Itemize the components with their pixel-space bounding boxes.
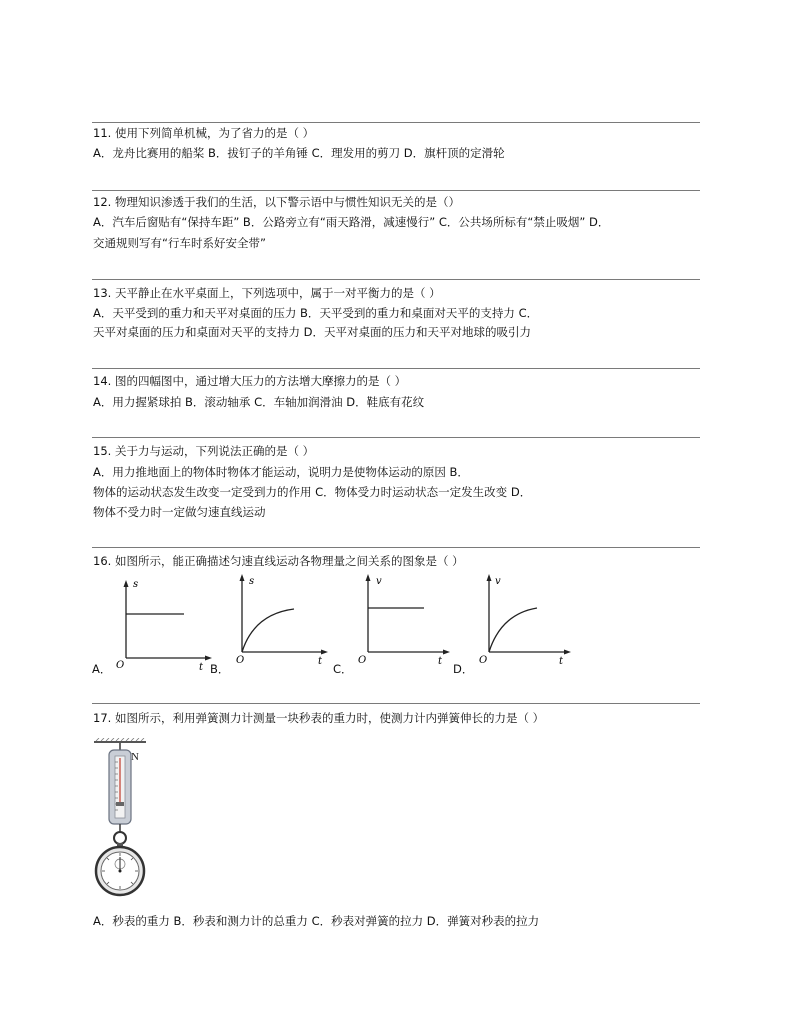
graph-d-y-label: v: [495, 576, 501, 587]
q15-options-line-2: 物体的运动状态发生改变一定受到力的作用 C．物体受力时运动状态一定发生改变 D．: [93, 485, 532, 499]
separator-rule: [92, 279, 700, 280]
graph-b-x-label: t: [318, 656, 323, 664]
graph-d-origin-label: O: [479, 655, 488, 664]
graph-d-label: D．: [453, 662, 474, 676]
q13-options-line-2: 天平对桌面的压力和桌面对天平的支持力 D．天平对桌面的压力和天平对地球的吸引力: [93, 325, 532, 339]
separator-rule: [92, 547, 700, 548]
q15-options-line-3: 物体不受力时一定做匀速直线运动: [93, 505, 266, 519]
q13-stem: 13. 天平静止在水平桌面上，下列选项中，属于一对平衡力的是（ ）: [93, 286, 441, 300]
q15-stem: 15. 关于力与运动，下列说法正确的是（ ）: [93, 444, 315, 458]
separator-rule: [92, 122, 700, 123]
graph-b-origin-label: O: [236, 655, 245, 664]
graph-d-v-t-curve: [473, 572, 578, 664]
q11-options: A．龙舟比赛用的船桨 B．拔钉子的羊角锤 C．理发用的剪刀 D．旗杆顶的定滑轮: [93, 146, 505, 160]
separator-rule: [92, 703, 700, 704]
graph-c-x-label: t: [438, 656, 443, 664]
graph-b-s-t-curve: [226, 572, 331, 664]
separator-rule: [92, 190, 700, 191]
graph-a-y-label: s: [133, 579, 139, 590]
q17-stem: 17. 如图所示，利用弹簧测力计测量一块秒表的重力时，使测力计内弹簧伸长的力是（ ）: [93, 711, 545, 725]
scale-unit-label: N: [131, 751, 139, 763]
q17-options: A．秒表的重力 B．秒表和测力计的总重力 C．秒表对弹簧的拉力 D．弹簧对秒表的拉力: [93, 914, 540, 928]
graph-b-label: B．: [210, 662, 230, 676]
q12-options-line-2: 交通规则写有“行车时系好安全带”: [93, 236, 266, 250]
q12-stem: 12. 物理知识渗透于我们的生活，以下警示语中与惯性知识无关的是（）: [93, 195, 460, 209]
q11-stem: 11. 使用下列简单机械，为了省力的是（ ）: [93, 126, 315, 140]
ceiling-hatch: [94, 738, 146, 743]
separator-rule: [92, 437, 700, 438]
graph-c-origin-label: O: [358, 655, 367, 664]
graph-c-v-t-horizontal: [352, 572, 457, 664]
graph-a-x-label: t: [199, 662, 204, 670]
q14-stem: 14. 图的四幅图中，通过增大压力的方法增大摩擦力的是（ ）: [93, 374, 407, 388]
separator-rule: [92, 368, 700, 369]
q16-stem: 16. 如图所示，能正确描述匀速直线运动各物理量之间关系的图象是（ ）: [93, 554, 464, 568]
graph-a-origin-label: O: [116, 660, 125, 670]
graph-c-label: C．: [333, 662, 353, 676]
q14-options: A．用力握紧球拍 B．滚动轴承 C．车轴加润滑油 D．鞋底有花纹: [93, 395, 425, 409]
graph-a-s-t-horizontal: [108, 578, 213, 670]
q12-options-line-1: A．汽车后窗贴有“保持车距” B．公路旁立有“雨天路滑，减速慢行” C．公共场所标有“禁止吸烟” D．: [93, 215, 610, 229]
graph-a-label: A．: [92, 662, 112, 676]
spring-scale-stopwatch-figure: [92, 738, 152, 900]
graph-b-y-label: s: [249, 576, 255, 587]
q15-options-line-1: A．用力推地面上的物体时物体才能运动，说明力是使物体运动的原因 B．: [93, 465, 469, 479]
graph-d-x-label: t: [559, 656, 564, 664]
graph-c-y-label: v: [376, 576, 382, 587]
q13-options-line-1: A．天平受到的重力和天平对桌面的压力 B．天平受到的重力和桌面对天平的支持力 C．: [93, 306, 539, 320]
